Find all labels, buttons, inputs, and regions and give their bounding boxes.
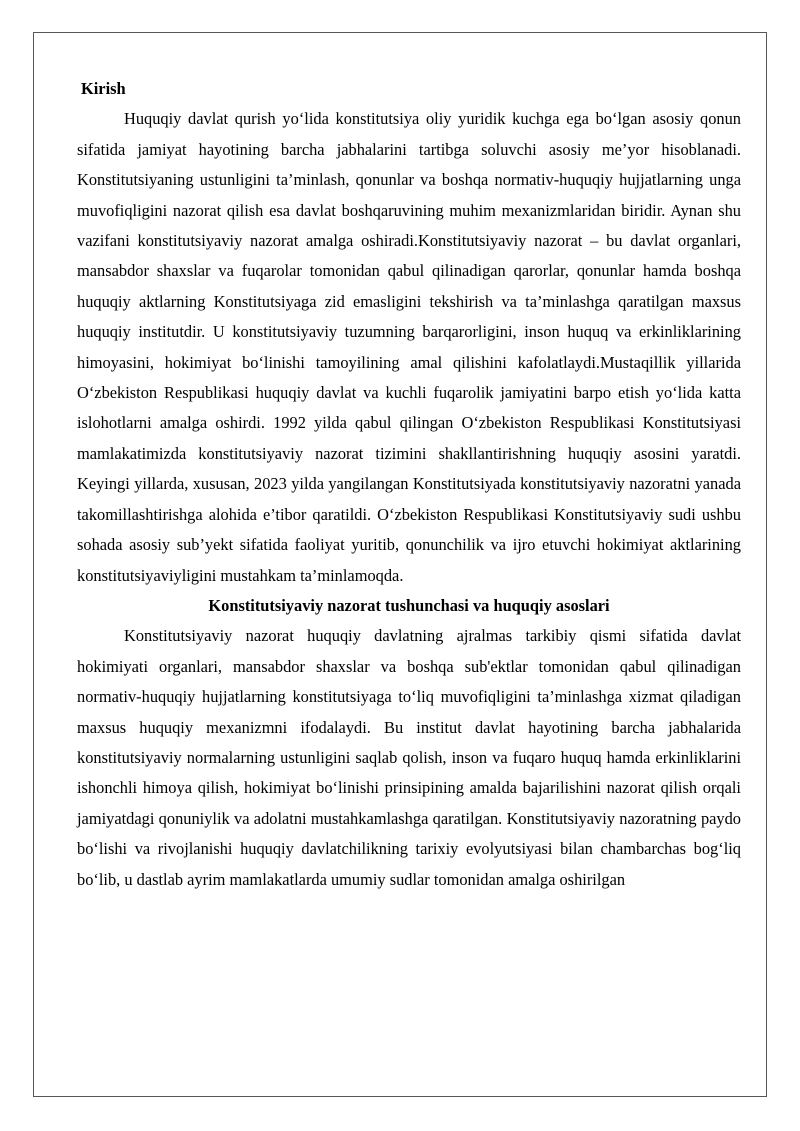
- section-paragraph: Konstitutsiyaviy nazorat huquqiy davlatning ajralmas tarkibiy qismi sifatida davlat hokimiyati organlari, mansabdor shaxslar va boshqa sub'ektlar tomonidan qabul qilinadigan normativ-huquqiy hujjatlarning konstitutsiyaga to‘liq muvofiqligini ta’minlashga xizmat qiladigan maxsus huquqiy mexanizmni ifodalaydi. Bu institut davlat hayotining barcha jabhalarida konstitutsiyaviy normalarning ustunligini saqlab qolish, inson va fuqaro huquq hamda erkinliklarini ishonchli himoya qilish, hokimiyat bo‘linishi prinsipining amalda bajarilishini nazorat qilish orqali jamiyatdagi qonuniylik va adolatni mustahkamlashga qaratilgan. Konstitutsiyaviy nazoratning paydo bo‘lishi va rivojlanishi huquqiy davlatchilikning tarixiy evolyutsiyasi bilan chambarchas bog‘liq bo‘lib, u dastlab ayrim mamlakatlarda umumiy sudlar tomonidan amalga oshirilgan: [77, 626, 741, 889]
- heading-section: Konstitutsiyaviy nazorat tushunchasi va huquqiy asoslari: [208, 595, 610, 615]
- intro-paragraph: Huquqiy davlat qurish yo‘lida konstitutsiya oliy yuridik kuchga ega bo‘lgan asosiy qonun sifatida jamiyat hayotining barcha jabhalarini tartibga soluvchi asosiy me’yor hisoblanadi. Konstitutsiyaning ustunligini ta’minlash, qonunlar va boshqa normativ-huquqiy hujjatlarning unga muvofiqligini nazorat qilish esa davlat boshqaruvining muhim mexanizmlaridan biridir. Aynan shu vazifani konstitutsiyaviy nazorat amalga oshiradi.Konstitutsiyaviy nazorat – bu davlat organlari, mansabdor shaxslar va fuqarolar tomonidan qabul qilinadigan qarorlar, qonunlar hamda boshqa huquqiy aktlarning Konstitutsiyaga zid emasligini tekshirish va ta’minlashga qaratilgan maxsus huquqiy institutdir. U konstitutsiyaviy tuzumning barqarorligini, inson huquq va erkinliklarining himoyasini, hokimiyat bo‘linishi tamoyilining amal qilishini kafolatlaydi.Mustaqillik yillarida O‘zbekiston Respublikasi huquqiy davlat va kuchli fuqarolik jamiyatini barpo etish yo‘lida katta islohotlarni amalga oshirdi. 1992 yilda qabul qilingan O‘zbekiston Respublikasi Konstitutsiyasi mamlakatimizda konstitutsiyaviy nazorat tizimini shakllantirishning huquqiy asosini yaratdi. Keyingi yillarda, xususan, 2023 yilda yangilangan Konstitutsiyada konstitutsiyaviy nazoratni yanada takomillashtirishga alohida e’tibor qaratildi. O‘zbekiston Respublikasi Konstitutsiyaviy sudi ushbu sohada asosiy sub’yekt sifatida faoliyat yuritib, qonunchilik va ijro etuvchi hokimiyat aktlarining konstitutsiyaviyligini mustahkam ta’minlamoqda.: [77, 109, 741, 585]
- heading-intro: Kirish: [81, 79, 126, 98]
- document-body: [77, 74, 741, 895]
